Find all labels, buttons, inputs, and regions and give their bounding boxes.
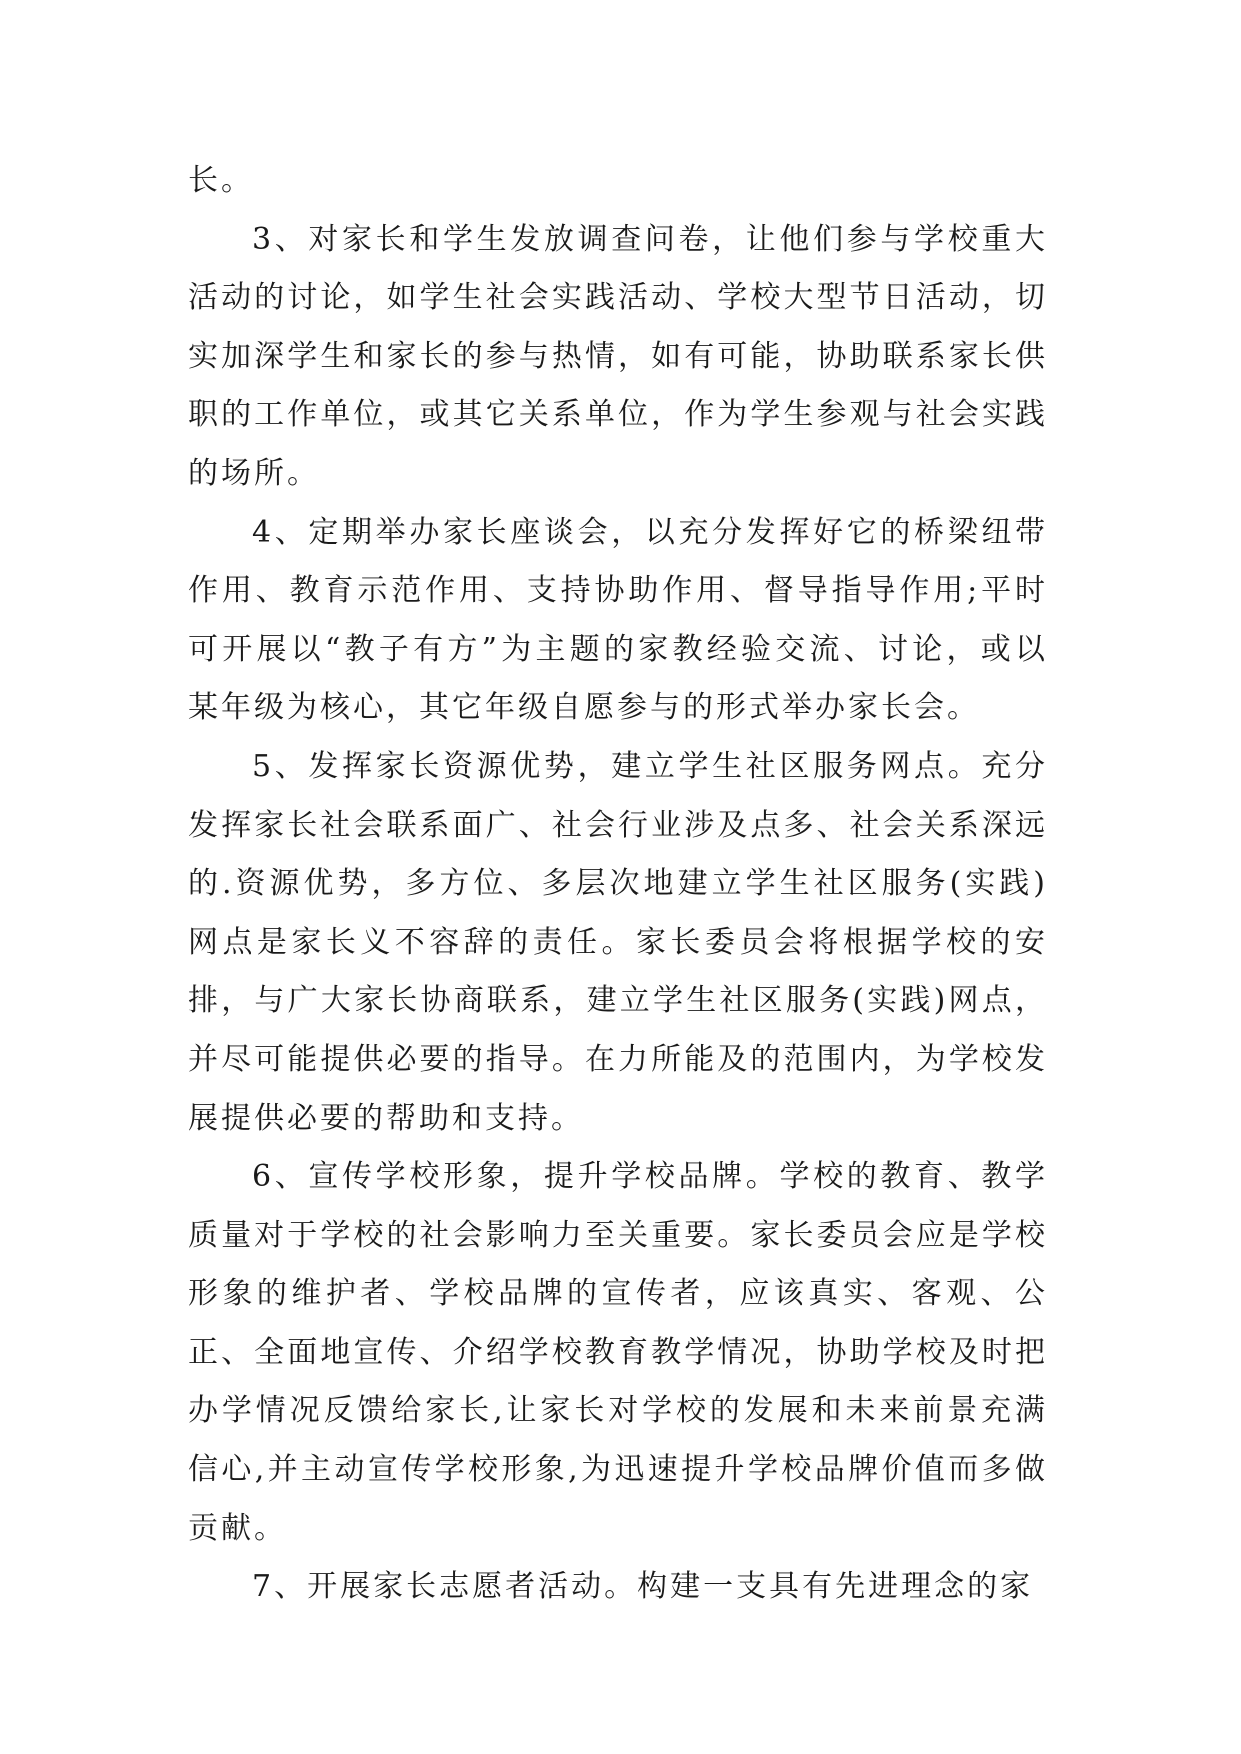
paragraph-item-7: 7、开展家长志愿者活动。构建一支具有先进理念的家 — [252, 1569, 1034, 1605]
paragraph-item-5: 5、发挥家长资源优势，建立学生社区服务网点。充分发挥家长社会联系面广、社会行业涉及点多、社会关系深远的.资源优势，多方位、多层次地建立学生社区服务(实践)网点是家长义不容辞的责任。家长委员会将根据学校的安排，与广大家长协商联系，建立学生社区服务(实践)网点，并尽可能提供必要的指导。在力所能及的范围内，为学校发展提供必要的帮助和支持。 — [188, 748, 1048, 1136]
paragraph-continuation: 长。 — [188, 163, 254, 198]
paragraph-item-3: 3、对家长和学生发放调查问卷，让他们参与学校重大活动的讨论，如学生社会实践活动、学校大型节日活动，切实加深学生和家长的参与热情，如有可能，协助联系家长供职的工作单位，或其它关系单位，作为学生参观与社会实践的场所。 — [188, 221, 1048, 491]
paragraph-item-4: 4、定期举办家长座谈会，以充分发挥好它的桥梁纽带作用、教育示范作用、支持协助作用、督导指导作用;平时可开展以“教子有方”为主题的家教经验交流、讨论，或以某年级为核心，其它年级自愿参与的形式举办家长会。 — [188, 514, 1048, 726]
document-body — [188, 152, 1048, 1617]
paragraph-item-6: 6、宣传学校形象，提升学校品牌。学校的教育、教学质量对于学校的社会影响力至关重要。家长委员会应是学校形象的维护者、学校品牌的宣传者，应该真实、客观、公正、全面地宣传、介绍学校教育教学情况，协助学校及时把办学情况反馈给家长,让家长对学校的发展和未来前景充满信心,并主动宣传学校形象,为迅速提升学校品牌价值而多做贡献。 — [188, 1159, 1048, 1546]
